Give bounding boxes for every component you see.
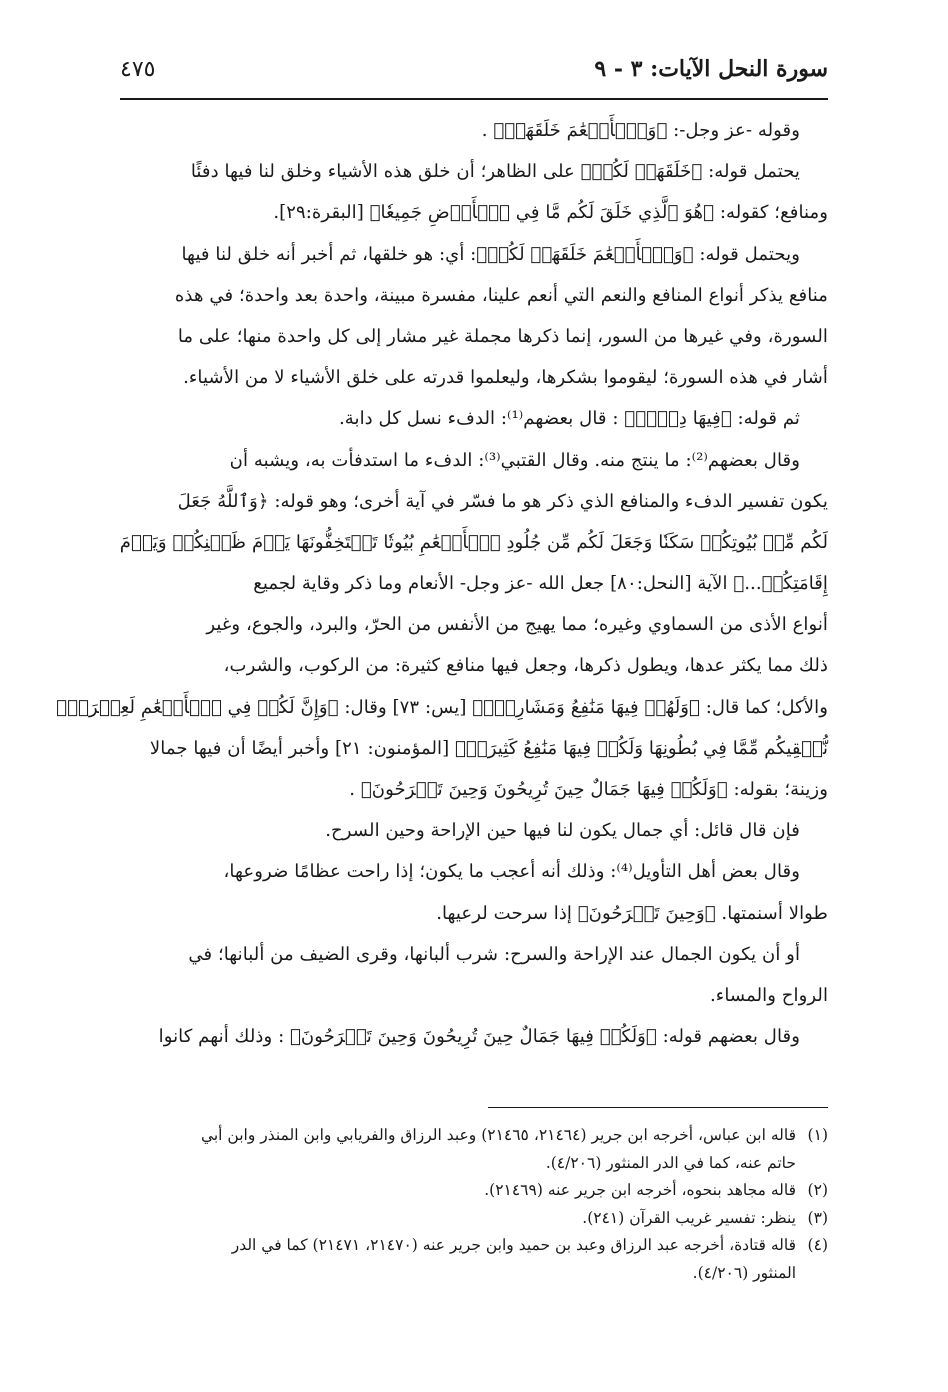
text-line: ثم قوله: ﴿فِيهَا دِفۡءٞ﴾ : قال بعضهم⁽¹⁾: الدفء نسل كل دابة. — [338, 408, 800, 430]
footnote-line: قاله ابن عباس، أخرجه ابن جرير (٢١٤٦٤، ٢١٤٦٥) وعبد الرزاق والفريابي وابن المنذر وابن أبي — [200, 1126, 796, 1144]
text-line: ويحتمل قوله: ﴿وَٱلۡأَنۡعَٰمَ خَلَقَهَاۗ لَكُمۡ﴾: أي: هو خلقها، ثم أخبر أنه خلق لنا فيها — [181, 243, 800, 265]
text-line: ذلك مما يكثر عدها، ويطول ذكرها، وجعل فيها منافع كثيرة: من الركوب، والشرب، — [223, 655, 828, 677]
footnote-text — [120, 1122, 796, 1177]
text-line: الرواح والمساء. — [710, 984, 828, 1006]
text-line: وقال بعضهم قوله: ﴿وَلَكُمۡ فِيهَا جَمَالٌ حِينَ تُرِيحُونَ وَحِينَ تَسۡرَحُونَ﴾ : وذلك أنهم كانوا — [158, 1026, 800, 1048]
text-line: أنواع الأذى من السماوي وغيره؛ مما يهيج من الأنفس من الحرّ، والبرد، والجوع، وغير — [206, 614, 828, 636]
text-line: نُّسۡقِيكُم مِّمَّا فِي بُطُونِهَا وَلَكُمۡ فِيهَا مَنَٰفِعُ كَثِيرَةٞ﴾ [المؤمنون: ٢١] وأخبر أيضًا أن فيها جمالا — [149, 737, 828, 759]
text-line: وقال بعضهم⁽²⁾: ما ينتج منه. وقال القتبي⁽³⁾: الدفء ما استدفأت به، ويشبه أن — [229, 449, 800, 471]
footnote-text — [120, 1177, 796, 1205]
text-line: طوالا أسنمتها. ﴿وَحِينَ تَسۡرَحُونَ﴾ إذا سرحت لرعيها. — [436, 902, 828, 924]
footnote-number: (٢) — [807, 1181, 828, 1199]
running-header — [120, 56, 828, 82]
text-line: لَكُم مِّنۢ بُيُوتِكُمۡ سَكَنٗا وَجَعَلَ لَكُم مِّن جُلُودِ ٱلۡأَنۡعَٰمِ بُيُوتٗا تَسۡتَخِفُّونَهَا يَوۡمَ ظَعۡنِكُمۡ وَيَوۡمَ — [119, 531, 828, 553]
footnote-3 — [120, 1205, 828, 1233]
text-line: إِقَامَتِكُمۡ...﴾ الآية [النحل:٨٠] جعل الله -عز وجل- الأنعام وما ذكر وقاية لجميع — [253, 573, 828, 595]
footnote-2 — [120, 1177, 828, 1205]
text-line: والأكل؛ كما قال: ﴿وَلَهُمۡ فِيهَا مَنَٰفِعُ وَمَشَارِبُۚ﴾ [يس: ٧٣] وقال: ﴿وَإِنَّ لَكُمۡ فِي ٱلۡأَنۡعَٰمِ لَعِبۡرَةٗۖ — [56, 696, 828, 718]
text-line: يحتمل قوله: ﴿خَلَقَهَاۗ لَكُمۡ﴾ على الظاهر؛ أن خلق هذه الأشياء وخلق لنا فيها دفئًا — [190, 161, 800, 183]
text-line: يكون تفسير الدفء والمنافع الذي ذكر هو ما فسّر في آية أخرى؛ وهو قوله: ﴿وَٱللَّهُ جَعَلَ — [177, 490, 828, 512]
footnote-line: ينظر: تفسير غريب القرآن (٢٤١). — [582, 1208, 796, 1227]
main-text — [56, 110, 828, 1057]
text-line: منافع يذكر أنواع المنافع والنعم التي أنعم علينا، مفسرة مبينة، واحدة بعد واحدة؛ في هذه — [174, 284, 828, 306]
footnote-line: حاتم عنه، كما في الدر المنثور (٤/٢٠٦). — [545, 1153, 796, 1172]
text-line: فإن قال قائل: أي جمال يكون لنا فيها حين الإراحة وحين السرح. — [325, 820, 800, 842]
text-line: أشار في هذه السورة؛ ليقوموا بشكرها، وليعلموا قدرته على خلق الأشياء لا من الأشياء. — [183, 367, 828, 389]
text-line: ومنافع؛ كقوله: ﴿هُوَ ٱلَّذِي خَلَقَ لَكُم مَّا فِي ٱلۡأَرۡضِ جَمِيعٗا﴾ [البقرة:٢٩]. — [273, 202, 828, 224]
footnote-line: قاله مجاهد بنحوه، أخرجه ابن جرير عنه (٢١٤٦٩). — [484, 1181, 796, 1199]
footnote-text — [120, 1232, 796, 1287]
footnote-number: (٤) — [807, 1236, 828, 1254]
footnote-number: (١) — [807, 1126, 828, 1144]
page-number: ٤٧٥ — [120, 57, 156, 82]
footnote-line: قاله قتادة، أخرجه عبد الرزاق وعبد بن حميد وابن جرير عنه (٢١٤٧٠، ٢١٤٧١) كما في الدر — [231, 1236, 796, 1254]
footnote-line: المنثور (٤/٢٠٦). — [692, 1263, 796, 1282]
text-line: وقال بعض أهل التأويل⁽⁴⁾: وذلك أنه أعجب ما يكون؛ إذا راحت عظامًا ضروعها، — [223, 861, 800, 883]
text-line: السورة، وفي غيرها من السور، إنما ذكرها مجملة غير مشار إلى كل واحدة منها؛ على ما — [177, 325, 828, 347]
footnote-1 — [120, 1122, 828, 1177]
footnote-number: (٣) — [807, 1208, 828, 1227]
header-divider — [120, 98, 828, 100]
surah-title: سورة النحل الآيات: ٣ - ٩ — [594, 56, 828, 82]
text-line: وقوله -عز وجل-: ﴿وَٱلۡأَنۡعَٰمَ خَلَقَهَاۗ﴾ . — [481, 120, 800, 141]
text-line: أو أن يكون الجمال عند الإراحة والسرح: شرب ألبانها، وقرى الضيف من ألبانها؛ في — [188, 943, 800, 965]
footnote-text — [120, 1205, 796, 1233]
text-line: وزينة؛ بقوله: ﴿وَلَكُمۡ فِيهَا جَمَالٌ حِينَ تُرِيحُونَ وَحِينَ تَسۡرَحُونَ﴾ . — [349, 779, 828, 800]
footnote-divider — [488, 1107, 828, 1108]
footnote-4 — [120, 1232, 828, 1287]
footnotes — [120, 1122, 828, 1287]
